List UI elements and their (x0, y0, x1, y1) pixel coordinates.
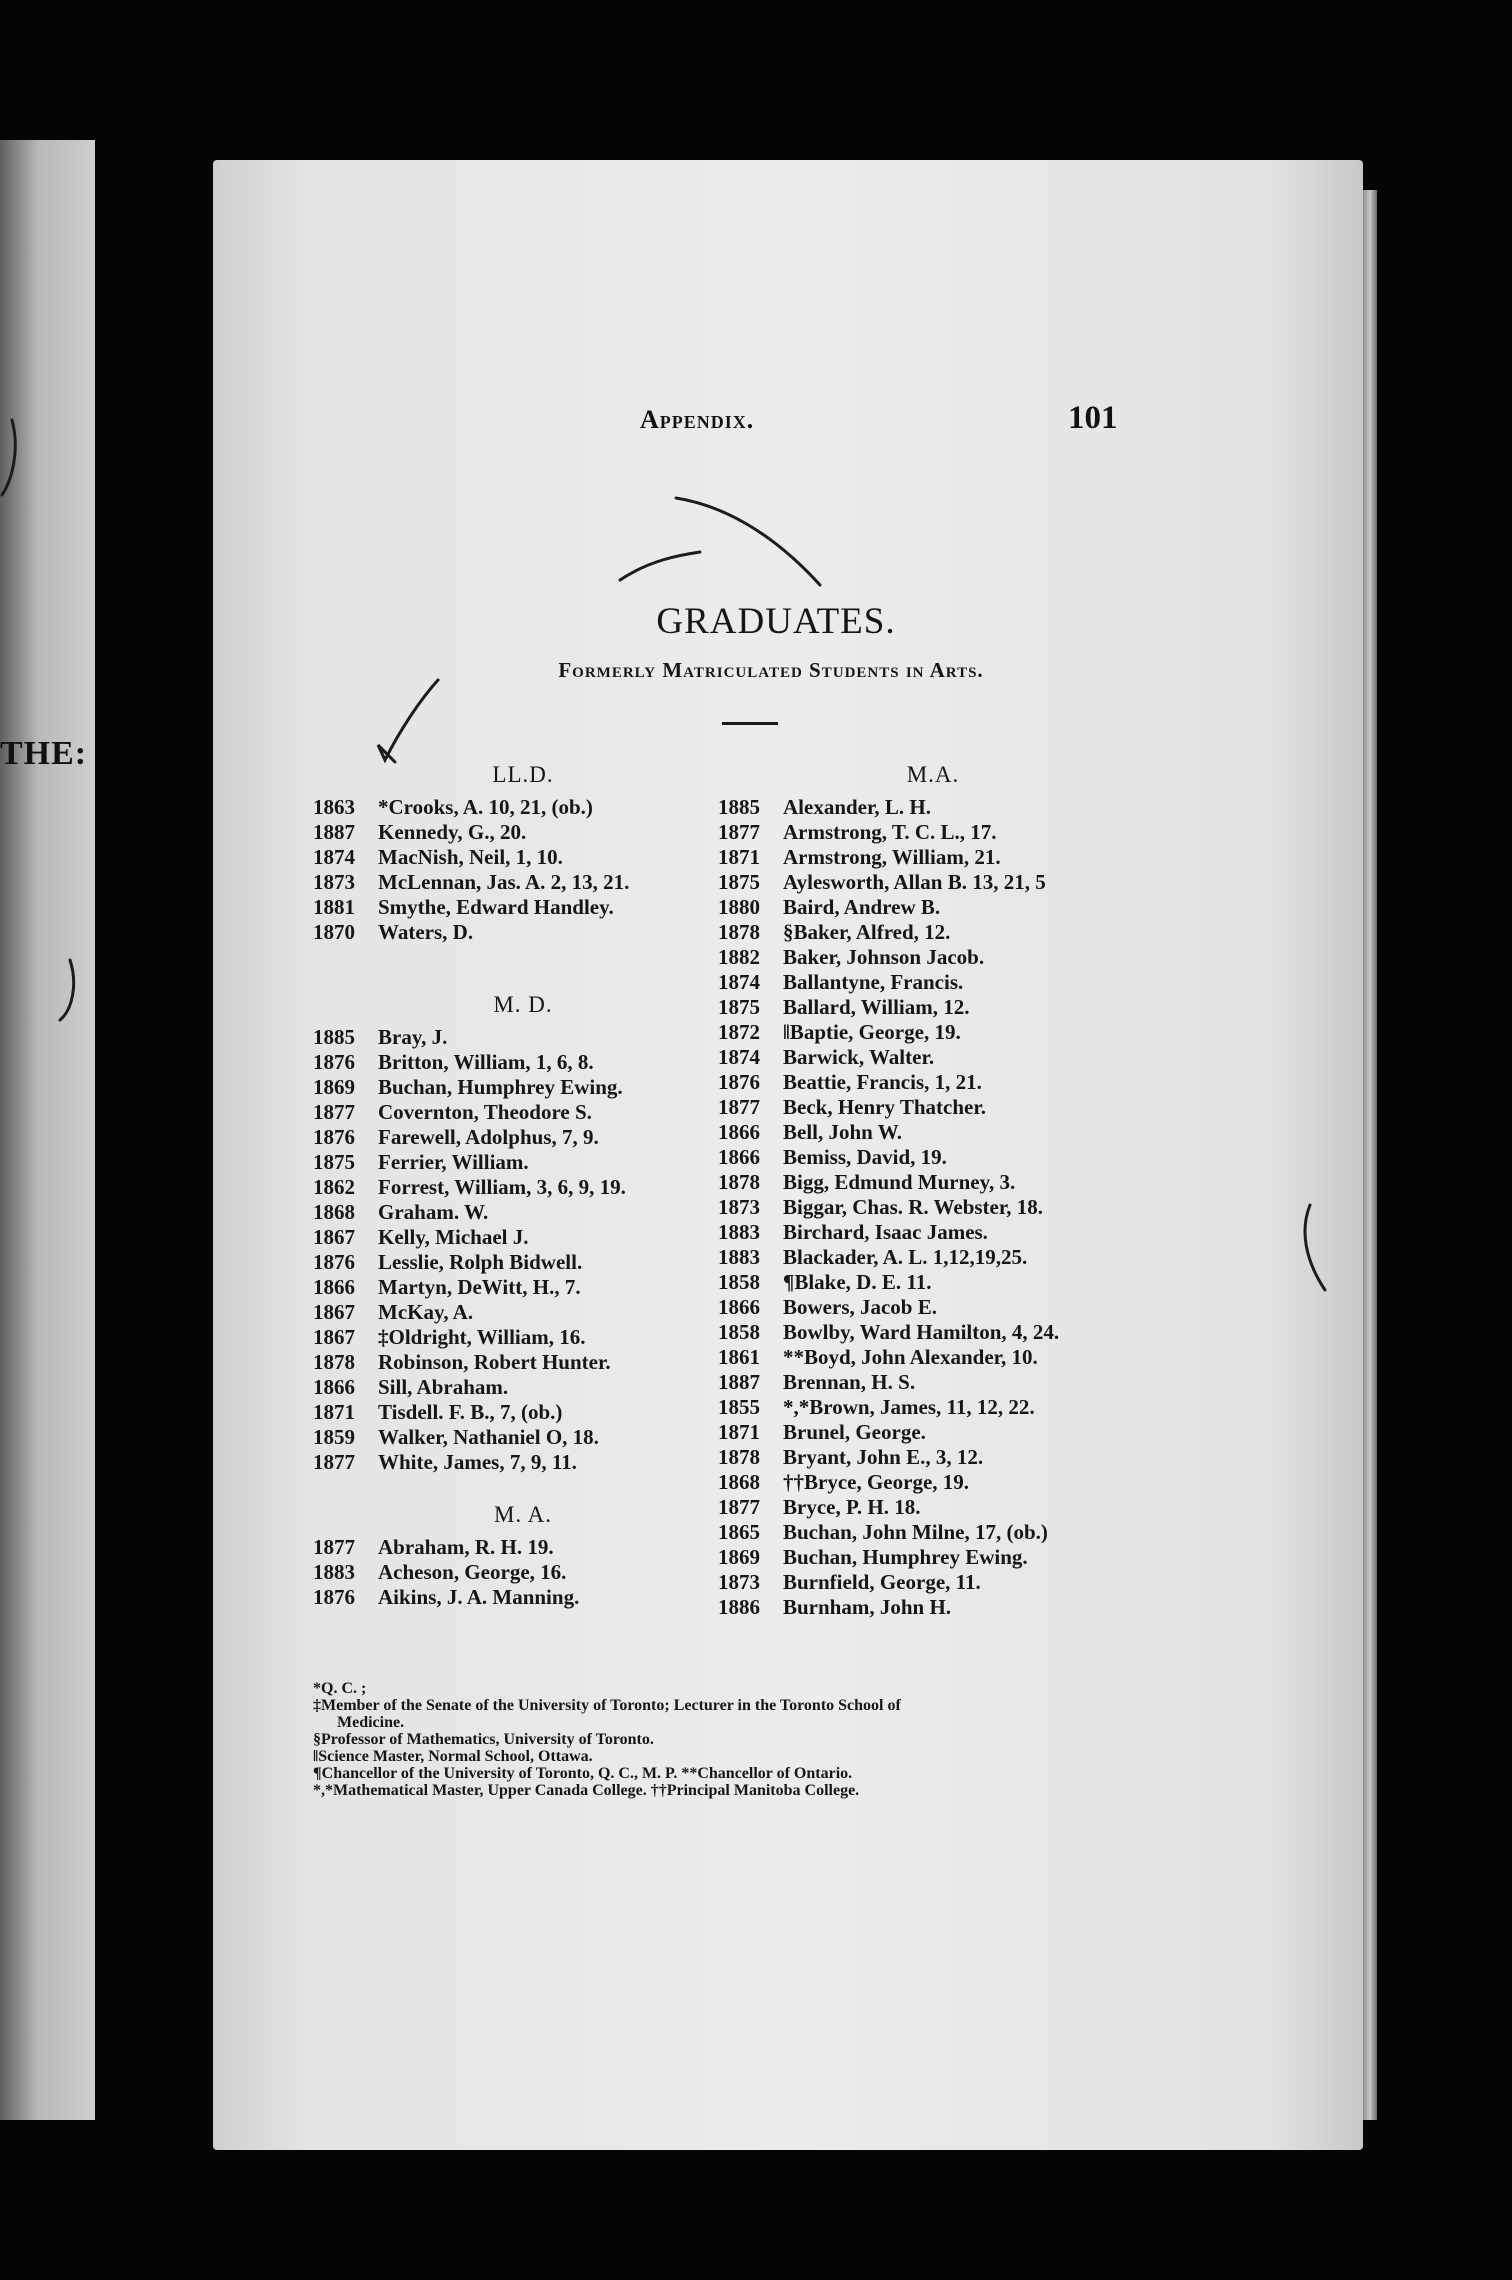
graduate-name: Robinson, Robert Hunter. (378, 1350, 611, 1374)
section-heading-ma-left: M. A. (493, 1502, 553, 1527)
graduate-name: ‖Baptie, George, 19. (783, 1020, 961, 1044)
graduate-entry (718, 1345, 1138, 1370)
graduation-year: 1876 (313, 1250, 355, 1274)
graduate-entry (313, 1050, 723, 1075)
graduation-year: 1880 (718, 895, 760, 919)
graduate-entry (313, 1425, 723, 1450)
graduate-entry (313, 1075, 723, 1100)
graduate-entry (718, 820, 1138, 845)
graduate-name: Baker, Johnson Jacob. (783, 945, 985, 969)
graduation-year: 1863 (313, 795, 355, 819)
graduate-name: Ballard, William, 12. (783, 995, 970, 1019)
graduation-year: 1878 (313, 1350, 355, 1374)
graduate-name: Biggar, Chas. R. Webster, 18. (783, 1195, 1044, 1219)
graduate-name: Forrest, William, 3, 6, 9, 19. (378, 1175, 626, 1199)
graduation-year: 1866 (718, 1145, 760, 1169)
graduate-name: Blackader, A. L. 1,12,19,25. (783, 1245, 1028, 1269)
graduation-year: 1871 (313, 1400, 355, 1424)
graduate-entry (718, 1320, 1138, 1345)
left-column (313, 755, 723, 1610)
graduate-entry (718, 870, 1138, 895)
graduation-year: 1877 (313, 1100, 355, 1124)
graduation-year: 1866 (313, 1375, 355, 1399)
graduation-year: 1875 (313, 1150, 355, 1174)
graduate-entry (313, 795, 723, 820)
graduation-year: 1877 (313, 1450, 355, 1474)
graduation-year: 1867 (313, 1325, 355, 1349)
graduate-name: Bray, J. (378, 1025, 448, 1049)
graduate-name: Buchan, Humphrey Ewing. (378, 1075, 623, 1099)
graduate-entry (313, 1560, 723, 1585)
graduation-year: 1876 (313, 1585, 355, 1609)
graduate-name: Aylesworth, Allan B. 13, 21, 5 (783, 870, 1046, 894)
graduate-entry (718, 970, 1138, 995)
graduate-name: MacNish, Neil, 1, 10. (378, 845, 563, 869)
graduation-year: 1878 (718, 1170, 760, 1194)
graduate-entry (718, 1045, 1138, 1070)
graduate-name: Aikins, J. A. Manning. (378, 1585, 580, 1609)
page-subtitle: Formerly Matriculated Students in Arts. (558, 658, 984, 682)
graduation-year: 1858 (718, 1270, 760, 1294)
graduate-entry (718, 1195, 1138, 1220)
graduation-year: 1887 (718, 1370, 760, 1394)
graduate-entry (313, 1175, 723, 1200)
graduate-name: Bell, John W. (783, 1120, 903, 1144)
graduate-name: Bowlby, Ward Hamilton, 4, 24. (783, 1320, 1060, 1344)
graduate-entry (718, 1445, 1138, 1470)
graduate-name: Baird, Andrew B. (783, 895, 941, 919)
graduate-name: Sill, Abraham. (378, 1375, 509, 1399)
section-heading-lld: LL.D. (492, 762, 554, 787)
graduation-year: 1876 (718, 1070, 760, 1094)
graduation-year: 1885 (718, 795, 760, 819)
graduation-year: 1885 (313, 1025, 355, 1049)
graduation-year: 1878 (718, 920, 760, 944)
section-heading-ma-right: M.A. (906, 762, 960, 787)
graduation-year: 1869 (313, 1075, 355, 1099)
graduate-entry (718, 1095, 1138, 1120)
graduate-entry (718, 1570, 1138, 1595)
graduate-entry (313, 1225, 723, 1250)
graduate-name: McLennan, Jas. A. 2, 13, 21. (378, 870, 630, 894)
lld-list (313, 795, 723, 945)
graduate-name: Beattie, Francis, 1, 21. (783, 1070, 982, 1094)
graduate-name: Smythe, Edward Handley. (378, 895, 614, 919)
graduation-year: 1874 (718, 970, 760, 994)
graduate-name: Brennan, H. S. (783, 1370, 916, 1394)
graduate-entry (718, 845, 1138, 870)
graduate-entry (718, 995, 1138, 1020)
graduate-entry (313, 920, 723, 945)
footnote: ¶Chancellor of the University of Toronto, Q. C., M. P. **Chancellor of Ontario. (313, 1765, 853, 1782)
graduate-name: Bryce, P. H. 18. (783, 1495, 921, 1519)
graduate-entry (718, 1270, 1138, 1295)
graduate-name: Ballantyne, Francis. (783, 970, 964, 994)
graduate-entry (313, 1250, 723, 1275)
graduate-name: Bowers, Jacob E. (783, 1295, 937, 1319)
graduate-entry (313, 1325, 723, 1350)
graduate-name: Armstrong, William, 21. (783, 845, 1001, 869)
graduate-entry (718, 895, 1138, 920)
graduation-year: 1873 (718, 1195, 760, 1219)
graduation-year: 1875 (718, 995, 760, 1019)
graduate-name: Bigg, Edmund Murney, 3. (783, 1170, 1016, 1194)
graduate-entry (313, 1350, 723, 1375)
graduate-entry (313, 845, 723, 870)
graduate-entry (718, 1070, 1138, 1095)
graduate-entry (718, 1395, 1138, 1420)
graduation-year: 1862 (313, 1175, 355, 1199)
graduate-entry (718, 1295, 1138, 1320)
graduate-entry (718, 1595, 1138, 1620)
graduation-year: 1882 (718, 945, 760, 969)
graduate-entry (718, 1170, 1138, 1195)
graduate-entry (718, 1020, 1138, 1045)
graduate-entry (313, 1375, 723, 1400)
graduation-year: 1855 (718, 1395, 760, 1419)
graduation-year: 1874 (313, 845, 355, 869)
footnote: Medicine. (337, 1714, 405, 1731)
facing-page-edge (0, 140, 95, 2120)
graduate-entry (718, 1470, 1138, 1495)
graduate-entry (313, 1535, 723, 1560)
graduation-year: 1876 (313, 1125, 355, 1149)
graduation-year: 1872 (718, 1020, 760, 1044)
title-rule (722, 722, 778, 725)
graduate-entry (313, 820, 723, 845)
graduation-year: 1861 (718, 1345, 760, 1369)
ma-left-list (313, 1535, 723, 1610)
graduate-name: Graham. W. (378, 1200, 489, 1224)
graduate-name: Brunel, George. (783, 1420, 926, 1444)
graduation-year: 1867 (313, 1300, 355, 1324)
graduate-entry (718, 920, 1138, 945)
graduate-name: Beck, Henry Thatcher. (783, 1095, 986, 1119)
graduate-name: Kelly, Michael J. (378, 1225, 529, 1249)
graduate-name: Buchan, John Milne, 17, (ob.) (783, 1520, 1048, 1544)
graduate-entry (313, 870, 723, 895)
graduation-year: 1867 (313, 1225, 355, 1249)
graduation-year: 1886 (718, 1595, 760, 1619)
running-head: Appendix. (640, 405, 755, 434)
graduate-entry (313, 1300, 723, 1325)
graduate-entry (718, 1495, 1138, 1520)
graduation-year: 1877 (313, 1535, 355, 1559)
graduate-name: *,*Brown, James, 11, 12, 22. (783, 1395, 1035, 1419)
graduate-name: Walker, Nathaniel O, 18. (378, 1425, 599, 1449)
graduate-name: Alexander, L. H. (783, 795, 931, 819)
graduate-name: Covernton, Theodore S. (378, 1100, 592, 1124)
graduation-year: 1858 (718, 1320, 760, 1344)
section-heading-md: M. D. (493, 992, 553, 1017)
graduate-entry (313, 1400, 723, 1425)
footnote: *Q. C. ; (313, 1680, 367, 1697)
graduation-year: 1883 (313, 1560, 355, 1584)
graduate-entry (718, 1245, 1138, 1270)
graduation-year: 1881 (313, 895, 355, 919)
graduate-entry (313, 1125, 723, 1150)
graduate-entry (313, 1150, 723, 1175)
graduate-name: Waters, D. (378, 920, 474, 944)
graduate-name: ††Bryce, George, 19. (783, 1470, 970, 1494)
graduate-entry (718, 1545, 1138, 1570)
graduate-entry (313, 1450, 723, 1475)
graduate-name: Bemiss, David, 19. (783, 1145, 947, 1169)
graduation-year: 1866 (718, 1120, 760, 1144)
facing-page-fragment: THE: (0, 735, 88, 772)
page-number: 101 (1068, 400, 1118, 436)
graduate-name: Barwick, Walter. (783, 1045, 935, 1069)
graduation-year: 1868 (313, 1200, 355, 1224)
graduate-entry (313, 1200, 723, 1225)
graduate-entry (718, 1145, 1138, 1170)
graduate-name: *Crooks, A. 10, 21, (ob.) (378, 795, 593, 819)
graduation-year: 1859 (313, 1425, 355, 1449)
graduation-year: 1869 (718, 1545, 760, 1569)
graduate-name: Burnfield, George, 11. (783, 1570, 981, 1594)
graduate-entry (718, 795, 1138, 820)
graduation-year: 1883 (718, 1245, 760, 1269)
graduate-name: McKay, A. (378, 1300, 474, 1324)
graduation-year: 1866 (718, 1295, 760, 1319)
footnote: ‡Member of the Senate of the University of Toronto; Lecturer in the Toronto School of (313, 1697, 901, 1714)
graduation-year: 1887 (313, 820, 355, 844)
graduation-year: 1873 (718, 1570, 760, 1594)
graduate-name: Abraham, R. H. 19. (378, 1535, 554, 1559)
graduation-year: 1876 (313, 1050, 355, 1074)
footnote: *,*Mathematical Master, Upper Canada College. ††Principal Manitoba College. (313, 1782, 860, 1799)
graduate-name: Lesslie, Rolph Bidwell. (378, 1250, 583, 1274)
graduation-year: 1871 (718, 845, 760, 869)
graduate-name: Bryant, John E., 3, 12. (783, 1445, 984, 1469)
graduation-year: 1870 (313, 920, 355, 944)
graduate-name: ‡Oldright, William, 16. (378, 1325, 586, 1349)
footnote: §Professor of Mathematics, University of Toronto. (313, 1731, 654, 1748)
md-list (313, 1025, 723, 1475)
graduate-entry (313, 895, 723, 920)
graduate-entry (313, 1025, 723, 1050)
graduation-year: 1874 (718, 1045, 760, 1069)
graduate-name: Acheson, George, 16. (378, 1560, 567, 1584)
footnote: ‖Science Master, Normal School, Ottawa. (313, 1748, 593, 1765)
graduate-name: Britton, William, 1, 6, 8. (378, 1050, 594, 1074)
graduate-entry (718, 1520, 1138, 1545)
graduation-year: 1883 (718, 1220, 760, 1244)
graduate-entry (718, 945, 1138, 970)
graduate-name: ¶Blake, D. E. 11. (783, 1270, 932, 1294)
graduation-year: 1865 (718, 1520, 760, 1544)
graduate-name: §Baker, Alfred, 12. (783, 920, 951, 944)
graduation-year: 1873 (313, 870, 355, 894)
graduate-name: **Boyd, John Alexander, 10. (783, 1345, 1038, 1369)
graduation-year: 1875 (718, 870, 760, 894)
graduate-entry (313, 1585, 723, 1610)
graduate-entry (718, 1120, 1138, 1145)
graduate-name: Martyn, DeWitt, H., 7. (378, 1275, 581, 1299)
graduation-year: 1877 (718, 1095, 760, 1119)
graduate-entry (718, 1370, 1138, 1395)
graduation-year: 1871 (718, 1420, 760, 1444)
graduate-entry (313, 1100, 723, 1125)
graduate-entry (718, 1220, 1138, 1245)
graduate-name: White, James, 7, 9, 11. (378, 1450, 577, 1474)
page-title: GRADUATES. (656, 601, 896, 642)
graduate-name: Farewell, Adolphus, 7, 9. (378, 1125, 599, 1149)
footnotes (313, 1680, 1153, 1799)
graduate-name: Armstrong, T. C. L., 17. (783, 820, 997, 844)
graduation-year: 1877 (718, 1495, 760, 1519)
graduate-name: Buchan, Humphrey Ewing. (783, 1545, 1028, 1569)
graduation-year: 1877 (718, 820, 760, 844)
right-column (718, 755, 1138, 1620)
graduate-name: Kennedy, G., 20. (378, 820, 527, 844)
page-stack-edge (1363, 190, 1377, 2120)
ma-right-list (718, 795, 1138, 1620)
graduation-year: 1878 (718, 1445, 760, 1469)
graduate-entry (718, 1420, 1138, 1445)
graduation-year: 1868 (718, 1470, 760, 1494)
graduate-name: Burnham, John H. (783, 1595, 952, 1619)
graduate-entry (313, 1275, 723, 1300)
graduate-name: Birchard, Isaac James. (783, 1220, 988, 1244)
graduate-name: Ferrier, William. (378, 1150, 529, 1174)
graduation-year: 1866 (313, 1275, 355, 1299)
graduate-name: Tisdell. F. B., 7, (ob.) (378, 1400, 563, 1424)
